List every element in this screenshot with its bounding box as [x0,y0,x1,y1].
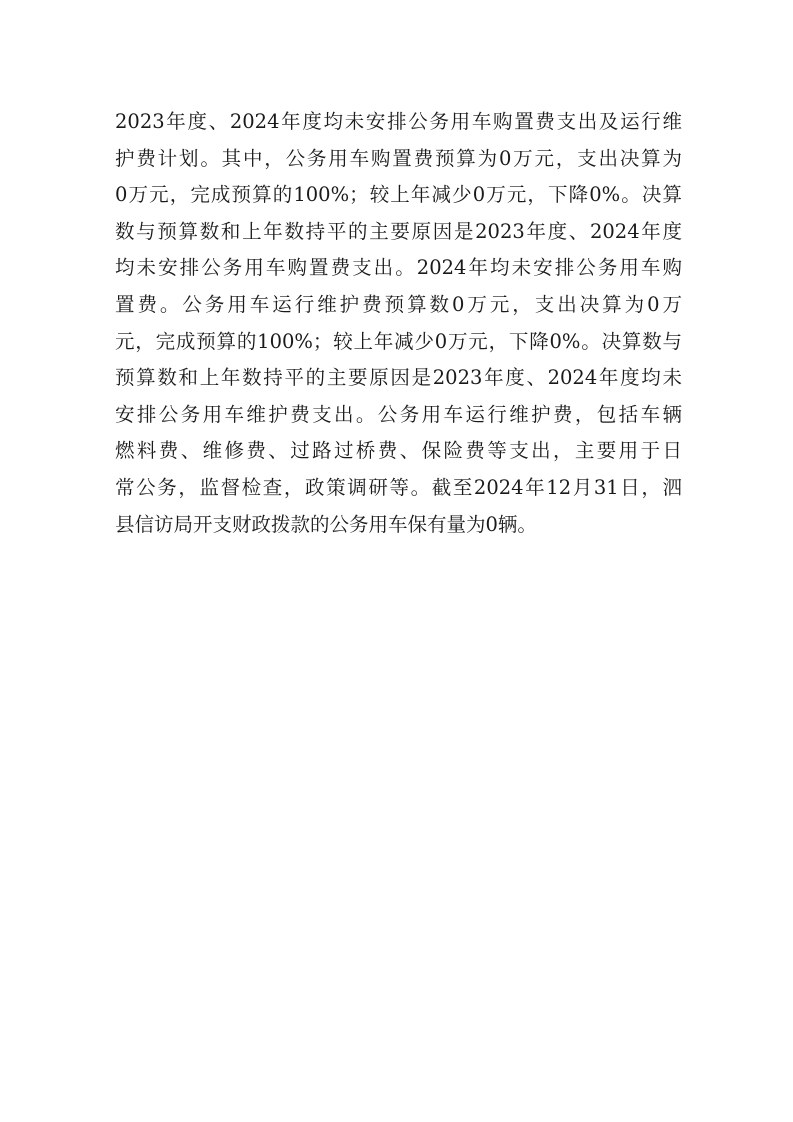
paragraph-line: 安排公务用车维护费支出。公务用车运行维护费，包括车辆 [115,402,682,426]
body-paragraph [115,104,682,543]
paragraph-line: 护费计划。其中，公务用车购置费预算为0万元，支出决算为 [115,146,682,170]
paragraph-line: 预算数和上年数持平的主要原因是2023年度、2024年度均未 [115,366,682,390]
paragraph-line: 燃料费、维修费、过路过桥费、保险费等支出，主要用于日 [115,439,682,463]
paragraph-line: 置费。公务用车运行维护费预算数0万元，支出决算为0万 [115,292,682,316]
paragraph-line-last: 县信访局开支财政拨款的公务用车保有量为0辆。 [115,512,537,536]
paragraph-line: 均未安排公务用车购置费支出。2024年均未安排公务用车购 [115,256,682,280]
paragraph-line: 2023年度、2024年度均未安排公务用车购置费支出及运行维 [115,110,682,133]
paragraph-line: 元，完成预算的100%；较上年减少0万元，下降0%。决算数与 [115,329,682,353]
paragraph-line: 常公务，监督检查，政策调研等。截至2024年12月31日，泗 [115,475,682,499]
paragraph-line: 0万元，完成预算的100%；较上年减少0万元，下降0%。决算 [115,183,682,207]
paragraph-line: 数与预算数和上年数持平的主要原因是2023年度、2024年度 [115,219,682,243]
